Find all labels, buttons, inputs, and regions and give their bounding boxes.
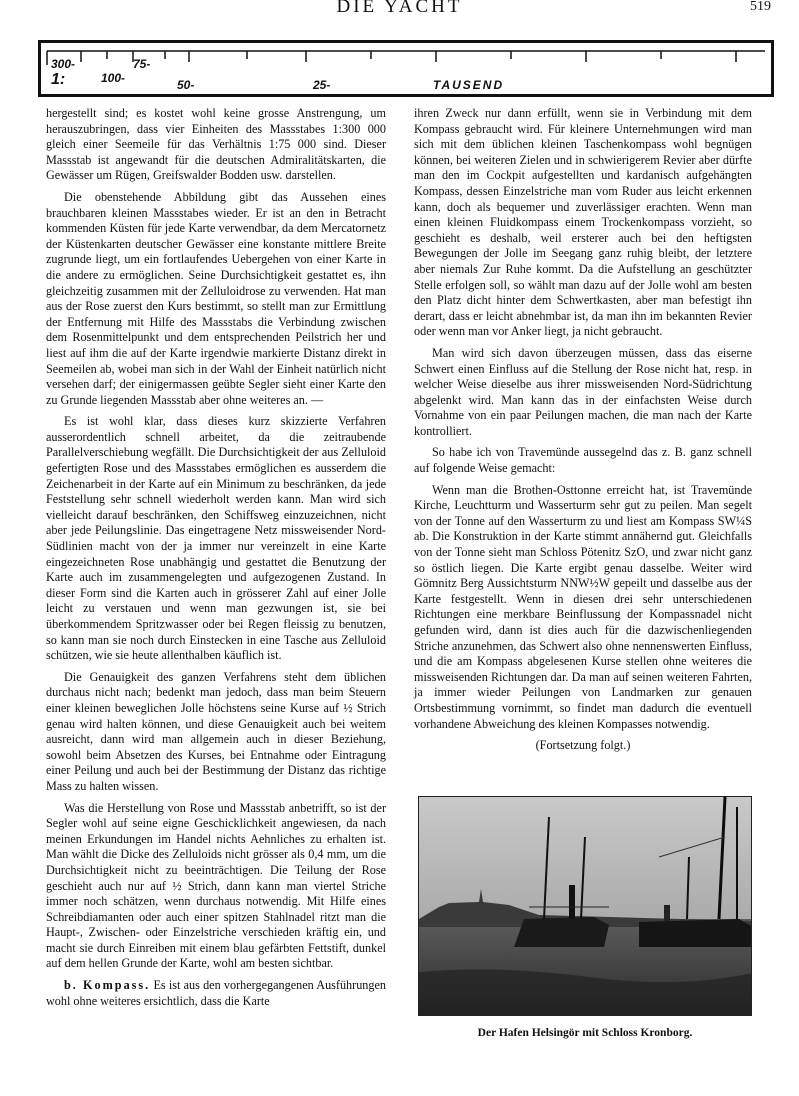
paragraph-text: Es ist aus den vorhergegangenen Ausführungen wohl ohne weiteres ersichtlich, dass die Karte — [46, 978, 386, 1008]
page-header — [0, 0, 799, 20]
page-number: 519 — [750, 0, 771, 14]
left-column — [46, 106, 386, 1015]
scale-label-300: 300- — [51, 57, 76, 71]
right-column — [414, 106, 752, 760]
paragraph: Was die Herstellung von Rose und Massstab anbetrifft, so ist der Segler wohl auf seine eigne Geschicklichkeit angewiesen, da nach meinen Erkundungen im Handel nichts Aehnliches zu erhalten ist. Man wählt die Dicke des Zelluloids nicht grösser als 0,4 mm, um die Durchsichtigkeit nicht zu beeinträchtigen. Die Teilung der Rose geschieht auch nur auf ½ Strich, dann kann man viertel Striche immer noch schätzen, wenn durchaus notwendig. Mit Hilfe eines Schreibdiamanten oder auch einer spitzen Stahlnadel ritzt man die Haupt-, Zwischen- oder Einzelstriche verschieden kräftig ein, und macht sie durch Einreiben mit einem blau gefärbten Fettstift, dunkel auf dem hellen Grunde der Karte, wohl am besten sichtbar. — [46, 800, 386, 971]
harbor-photo — [418, 796, 752, 1016]
paragraph: hergestellt sind; es kostet wohl keine grosse Anstrengung, um herauszubringen, dass vier Einheiten des Massstabes 1:300 000 gleich einer Seemeile für das Verhältnis 1:75 000 sind. Dieser Massstab ist angewandt für die deutschen Admiralitätskarten, die Gewässer um Rügen, Greifswalder Bodden usw. darstellen. — [46, 106, 386, 183]
scale-label-25: 25- — [313, 78, 331, 92]
scale-label-ratio: 1: — [51, 71, 66, 88]
paragraph: Es ist wohl klar, dass dieses kurz skizzierte Verfahren ausserordentlich schnell arbeitet, da die zeitraubende Parallelverschiebung wegfällt. Die Durchsichtigkeit der aus Zelluloid gefertigten Rose und des Massstabes ermöglichen es ausserdem die Zeichenarbeit in der Karte auf ein Minimum zu beschränken, da jede Feststellung sehr schnell wiederholt werden kann. Man wird sich vielleicht darauf beschränken, den Schiffsweg einzuzeichnen, nicht aber jede Peilungslinie. Das eingetragene Netz missweisender Nord-Südlinien macht von der ja immer nur vereinzelt in eine Karte eingezeichneten Rose unabhängig und gestattet die Benutzung der Karte auch im zusammengelegten und aufgezogenen Zustand. In dieser Form sind die Karten auch in grösserer Zahl auf einer Jolle leicht zu verstauen und wenn man gezwungen ist, sie bei überkommendem Spritzwasser oder bei Regen fleissig zu benutzen, so kann man sie noch durch Einstecken in eine Tasche aus Zelluloid schützen, wie sie heute allenthalben käuflich ist. — [46, 414, 386, 663]
harbor-illustration — [419, 797, 752, 1016]
photo-caption: Der Hafen Helsingör mit Schloss Kronborg. — [477, 1027, 693, 1039]
scale-ruler-graphic — [41, 43, 771, 94]
scale-figure — [38, 40, 774, 97]
paragraph: Die Genauigkeit des ganzen Verfahrens steht dem üblichen durchaus nicht nach; bedenkt man jedoch, dass man beim Steuern einer kleinen beweglichen Jolle höchstens seine Kurse auf ½ Strich genau wird halten können, und diese Genauigkeit auch bei weitem ausreicht, dann wird man allgemein auch in dieser Beziehung, sowohl beim Absetzen des Kurses, bei Entnahme oder Eintragung einer Peilung und auch bei der Bestimmung der Distanz das richtige Mass zu halten wissen. — [46, 669, 386, 793]
continuation-note: (Fortsetzung folgt.) — [535, 738, 631, 753]
journal-title: DIE YACHT — [336, 0, 463, 17]
paragraph: So habe ich von Travemünde aussegelnd das z. B. ganz schnell auf folgende Weise gemacht: — [414, 445, 752, 476]
paragraph: Die obenstehende Abbildung gibt das Aussehen eines brauchbaren kleinen Massstabes wieder. Er ist an den in Betracht kommenden Küsten für jede Karte verwendbar, da dem Mercatornetz der Küstenkarten deutscher Gewässer eine konstante mittlere Breite zugrunde liegt, um ein fortlaufendes Uebergehen von einer Karte in die andere zu ermöglichen. Seine Durchsichtigkeit gestattet es, ihn gleichzeitig zusammen mit der Zelluloidrose zu verwenden. Hat man aus der Rose zuerst den Kurs bestimmt, so stellt man zur Ermittlung der Entfernung mit Hilfe des Massstabs die Verbindung zwischen dem Rosenmittelpunkt und dem entsprechenden Peilstrich her und liest auf ihm die auf der Karte irgendwie markierte Distanz direkt in Seemeilen ab, wobei man sich in der Wahl der Einheit natürlich nicht versehen darf; der einigermassen geübte Segler sieht einer Karte den zu Grunde liegenden Massstab aber ohne weiteres an. — — [46, 189, 386, 407]
paragraph: Wenn man die Brothen-Osttonne erreicht hat, ist Travemünde Kirche, Leuchtturm und Wasserturm sehr gut zu peilen. Man segelt von der Tonne auf den Wasserturm zu und liest am Kompass SW¼S ab. Die Konstruktion in der Karte stimmt annähernd gut. Gleichfalls von der Tonne sieht man Schloss Pötenitz SzO, und zwar nicht ganz so östlich liegen. Die Karte ergibt genau dasselbe. Weiter wird Gömnitz Berg Aussichtsturm NNW½W gepeilt und dasselbe aus der Karte festgestellt. Wenn in diesen drei sehr unterschiedenen Richtungen eine merkbare Beinflussung der Kompassnadel nicht gefunden wird, dann ist dies auch für die dazwischenliegenden Striche anzunehmen, das Schwert also ohne nennenswerten Einfluss, und die am Kompass abgelesenen Kurse stellen ohne weiteres die missweisenden Richtungen dar. Da man auf seinen weiteren Fahrten, ja immer wieder Peilungen von Landmarken zur genauen Ortsbestimmung vornimmt, so findet man dadurch die eventuell vorhandene Abweichung des kleinen Kompasses notwendig. — [414, 482, 752, 731]
paragraph: ihren Zweck nur dann erfüllt, wenn sie in Verbindung mit dem Kompass gebraucht wird. Für kleinere Unternehmungen wird man sich mit dem üblichen kleinen Taschenkompass wohl begnügen können, bei weiteren Zielen und in schwierigerem Revier aber dürfte man den im Cockpit aufgestellten und kardanisch aufgehängten Kompass, dessen Einzelstriche man vom Ruder aus leicht erkennen kann, doch als bequemer und zuverlässiger erachten. Wenn man einen kleinen Fluidkompass einem Trockenkompass vorzieht, so geschieht es deshalb, weil ersterer auch bei den heftigsten Bewegungen der Jolle im Seegang ganz ruhig bleibt, der letztere aber niemals Zur Ruhe kommt. Da die Aufstellung an geschützter Stelle erfolgen soll, so wählt man dazu auf der Jolle wohl am besten den Platz dicht hinter dem Schwertkasten, aber man befestigt ihn derart, dass er leicht abnehmbar ist, da man ihn im bekannten Revier oder wenn man vor Anker liegt, ja nicht gebraucht. — [414, 106, 752, 339]
scale-label-100: 100- — [101, 71, 126, 85]
scale-label-50: 50- — [177, 78, 195, 92]
paragraph-kompass — [46, 978, 386, 1009]
paragraph: Man wird sich davon überzeugen müssen, dass das eiserne Schwert einen Einfluss auf die Stellung der Rose nicht hat, resp. in welcher Weise dieselbe aus ihrer missweisenden Nord-Südrichtung abgelenkt wird. Man kann das in der einfachsten Weise durch Vornahme von ein paar Peilungen machen, die man nach der Karte kontrolliert. — [414, 345, 752, 438]
scale-label-75: 75- — [133, 57, 151, 71]
scale-label-tausend: TAUSEND — [433, 78, 505, 92]
section-heading-kompass: b. Kompass. — [64, 978, 151, 993]
